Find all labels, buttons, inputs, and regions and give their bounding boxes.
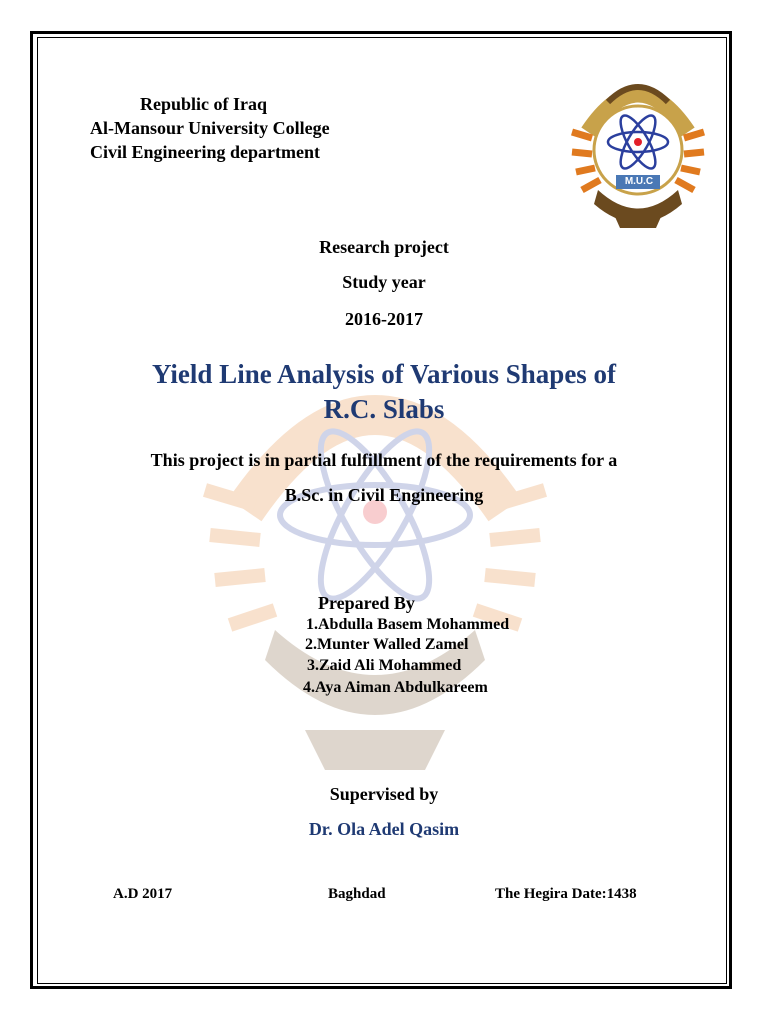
author-item: 3.Zaid Ali Mohammed — [307, 657, 462, 674]
header-university: Al-Mansour University College — [90, 118, 330, 138]
title-line-2: R.C. Slabs — [323, 394, 445, 424]
fulfillment-line-2: B.Sc. in Civil Engineering — [284, 485, 484, 505]
logo-text: M.U.C — [624, 176, 654, 187]
title-line-1: Yield Line Analysis of Various Shapes of — [151, 359, 617, 389]
prepared-by-label: Prepared By — [318, 593, 415, 613]
header-department: Civil Engineering department — [90, 142, 320, 162]
author-item: 4.Aya Aiman Abdulkareem — [303, 679, 488, 696]
footer-ad-year: A.D 2017 — [113, 886, 173, 902]
university-seal-atom-icon — [568, 62, 708, 232]
author-item: 1.Abdulla Basem Mohammed — [306, 616, 510, 633]
footer-city: Baghdad — [328, 886, 386, 902]
header-country: Republic of Iraq — [140, 94, 268, 114]
study-year-label: Study year — [342, 272, 426, 292]
research-label: Research project — [319, 237, 449, 257]
study-years: 2016-2017 — [345, 309, 423, 329]
footer-hegira-date: The Hegira Date:1438 — [495, 886, 637, 902]
author-item: 2.Munter Walled Zamel — [305, 636, 469, 653]
supervisor-name: Dr. Ola Adel Qasim — [308, 819, 460, 839]
fulfillment-line-1: This project is in partial fulfillment of the requirements for a — [150, 450, 618, 470]
supervised-by-label: Supervised by — [329, 784, 439, 804]
